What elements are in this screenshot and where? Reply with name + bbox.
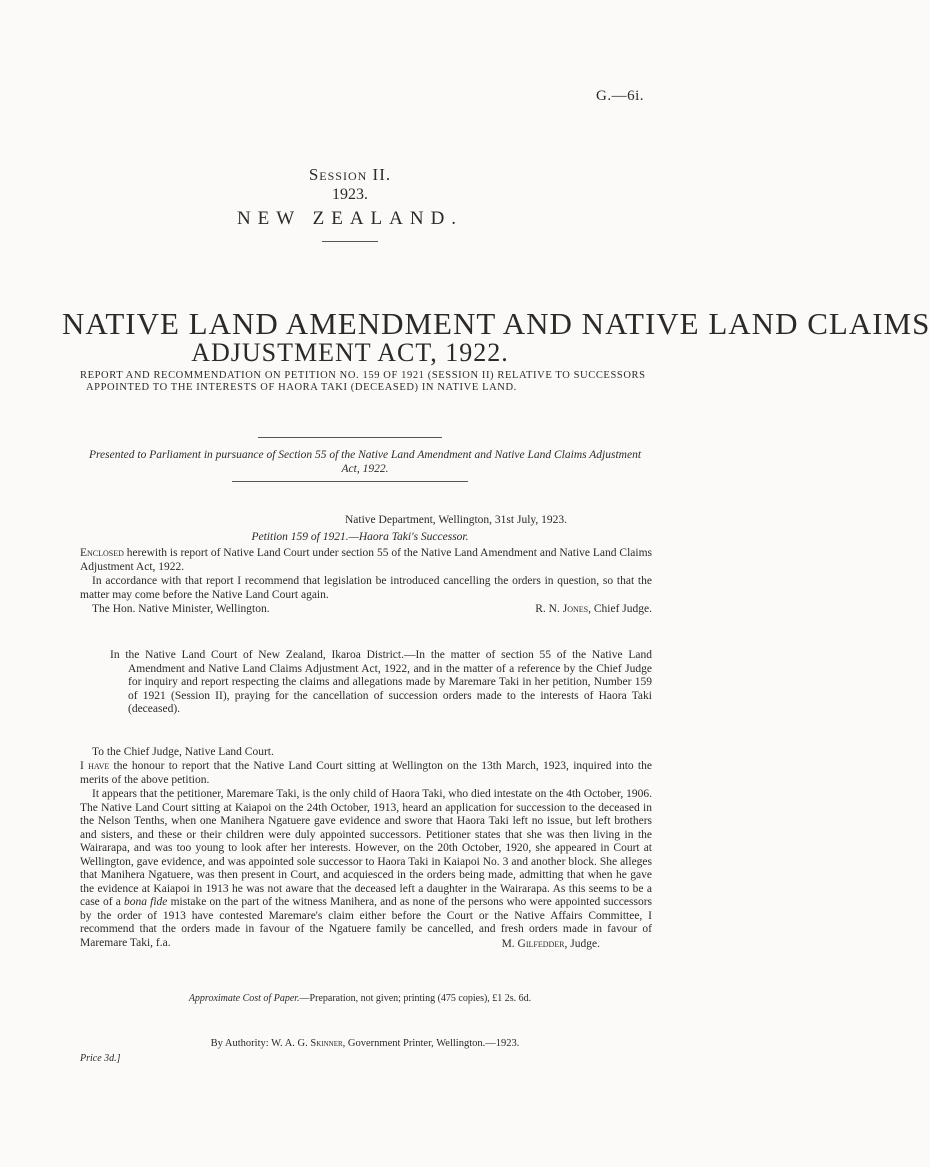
year-heading: 1923.	[332, 186, 368, 203]
document-title-line-2: ADJUSTMENT ACT, 1922.	[191, 338, 509, 367]
header-divider	[322, 241, 378, 242]
report-p2-italic: bona fide	[123, 896, 168, 908]
country-heading: NEW ZEALAND.	[236, 208, 464, 229]
cost-label: Approximate Cost of Paper.	[188, 993, 300, 1004]
authority-rest: , Government Printer, Wellington.—1923.	[342, 1038, 520, 1049]
letter-signature-title: , Chief Judge.	[588, 603, 652, 615]
report-p2-text-b: mistake on the part of the witness Manihera, and as none of the persons who were appointed successors by the order of 1913 have contested Maremare's claim either before the Court or the Native Affairs Committee, I recommend that the orders made in favour of the Ngatuere family be cancelled, and fresh orders made in favour of Maremare Taki, f.a.	[80, 896, 653, 949]
letter-signature-name: Jones	[562, 603, 589, 615]
letter-signature-row	[80, 603, 652, 617]
document-subtitle: REPORT AND RECOMMENDATION ON PETITION NO. 159 OF 1921 (SESSION II) RELATIVE TO SUCCESSORS APPOINTED TO THE INTERESTS OF HAORA TAKI (DECEASED) IN NATIVE LAND.	[80, 370, 646, 393]
report-p1-text: the honour to report that the Native Land Court sitting at Wellington on the 13th March, 1923, inquired into the merits of the above petition.	[80, 760, 652, 786]
document-reference: G.—6i.	[596, 88, 644, 104]
report-salutation: To the Chief Judge, Native Land Court.	[92, 746, 274, 758]
session-label: Session II.	[308, 165, 392, 184]
authority-name: Skinner	[310, 1038, 343, 1049]
letter-paragraph-enclosed	[80, 547, 652, 574]
report-signature	[502, 938, 600, 950]
court-heading: In the Native Land Court of New Zealand, Ikaroa District.—In the matter of section 55 of the Native Land Amendment and Native Land Claims Adjustment Act, 1922, and in the matter of a reference by the Chief Judge for inquiry and report respecting the claims and allegations made by Maremare Taki in her petition, Number 159 of 1921 (Session II), praying for the cancellation of succession orders made to the interests of Haora Taki (deceased).	[110, 649, 652, 715]
printer-authority	[0, 1038, 700, 1049]
authority-lead: By Authority: W. A. G.	[210, 1038, 311, 1049]
enclosed-text: herewith is report of Native Land Court under section 55 of the Native Land Amendment and Native Land Claims Adjustment Act, 1922.	[80, 547, 652, 573]
presented-top-divider	[258, 437, 442, 438]
cost-of-paper-note	[0, 993, 700, 1004]
letter-signature-initials: R. N.	[535, 603, 563, 615]
session-heading	[0, 165, 700, 185]
report-p2-text-a: It appears that the petitioner, Maremare Taki, is the only child of Haora Taki, who died intestate on the 4th October, 1906. The Native Land Court sitting at Kaiapoi on the 24th October, 1913, heard an application for succession to the deceased in the Nelson Tenths, when one Manihera Ngatuere gave evidence and swore that Haora Taki left no issue, but left brothers and sisters, and these or their children were duly appointed successors. Petitioner states that she was then living in the Wairarapa, and was too young to look after her interests. However, on the 20th October, 1920, she appeared in Court at Wellington, gave evidence, and was appointed sole successor to Haora Taki in Kaiapoi No. 3 and another block. She alleges that Manihera Ngatuere, was then present in Court, and acquiesced in the orders being made, admitting that when he gave the evidence at Kaiapoi in 1913 he was not aware that the deceased left a daughter in the Wairarapa. As this seems to be a case of a	[80, 788, 652, 908]
letter-addressee: The Hon. Native Minister, Wellington.	[92, 603, 270, 615]
enclosed-lead: Enclosed	[80, 547, 124, 559]
report-signature-title: , Judge.	[564, 938, 600, 950]
letter-signature	[535, 603, 652, 615]
report-p1-lead: I have	[80, 760, 110, 772]
price-note: Price 3d.]	[80, 1053, 121, 1064]
presented-bottom-divider	[232, 481, 468, 482]
document-title-line-1: NATIVE LAND AMENDMENT AND NATIVE LAND CLAIMS	[62, 306, 930, 341]
petition-heading: Petition 159 of 1921.—Haora Taki's Successor.	[251, 531, 469, 543]
report-paragraph-2	[80, 788, 652, 950]
letter-paragraph-accordance: In accordance with that report I recommend that legislation be introduced cancelling the orders in question, so that the matter may come before the Native Land Court again.	[80, 575, 652, 601]
letter-dateline: Native Department, Wellington, 31st July, 1923.	[345, 514, 568, 526]
report-paragraph-1	[80, 760, 652, 787]
cost-text: —Preparation, not given; printing (475 copies), £1 2s. 6d.	[299, 993, 532, 1004]
report-signature-row	[80, 938, 652, 952]
report-signature-initials: M.	[501, 938, 518, 950]
report-signature-name: Gilfedder	[517, 938, 565, 950]
presented-note: Presented to Parliament in pursuance of Section 55 of the Native Land Amendment and Native Land Claims Adjustment Act, 1922.	[88, 449, 642, 475]
